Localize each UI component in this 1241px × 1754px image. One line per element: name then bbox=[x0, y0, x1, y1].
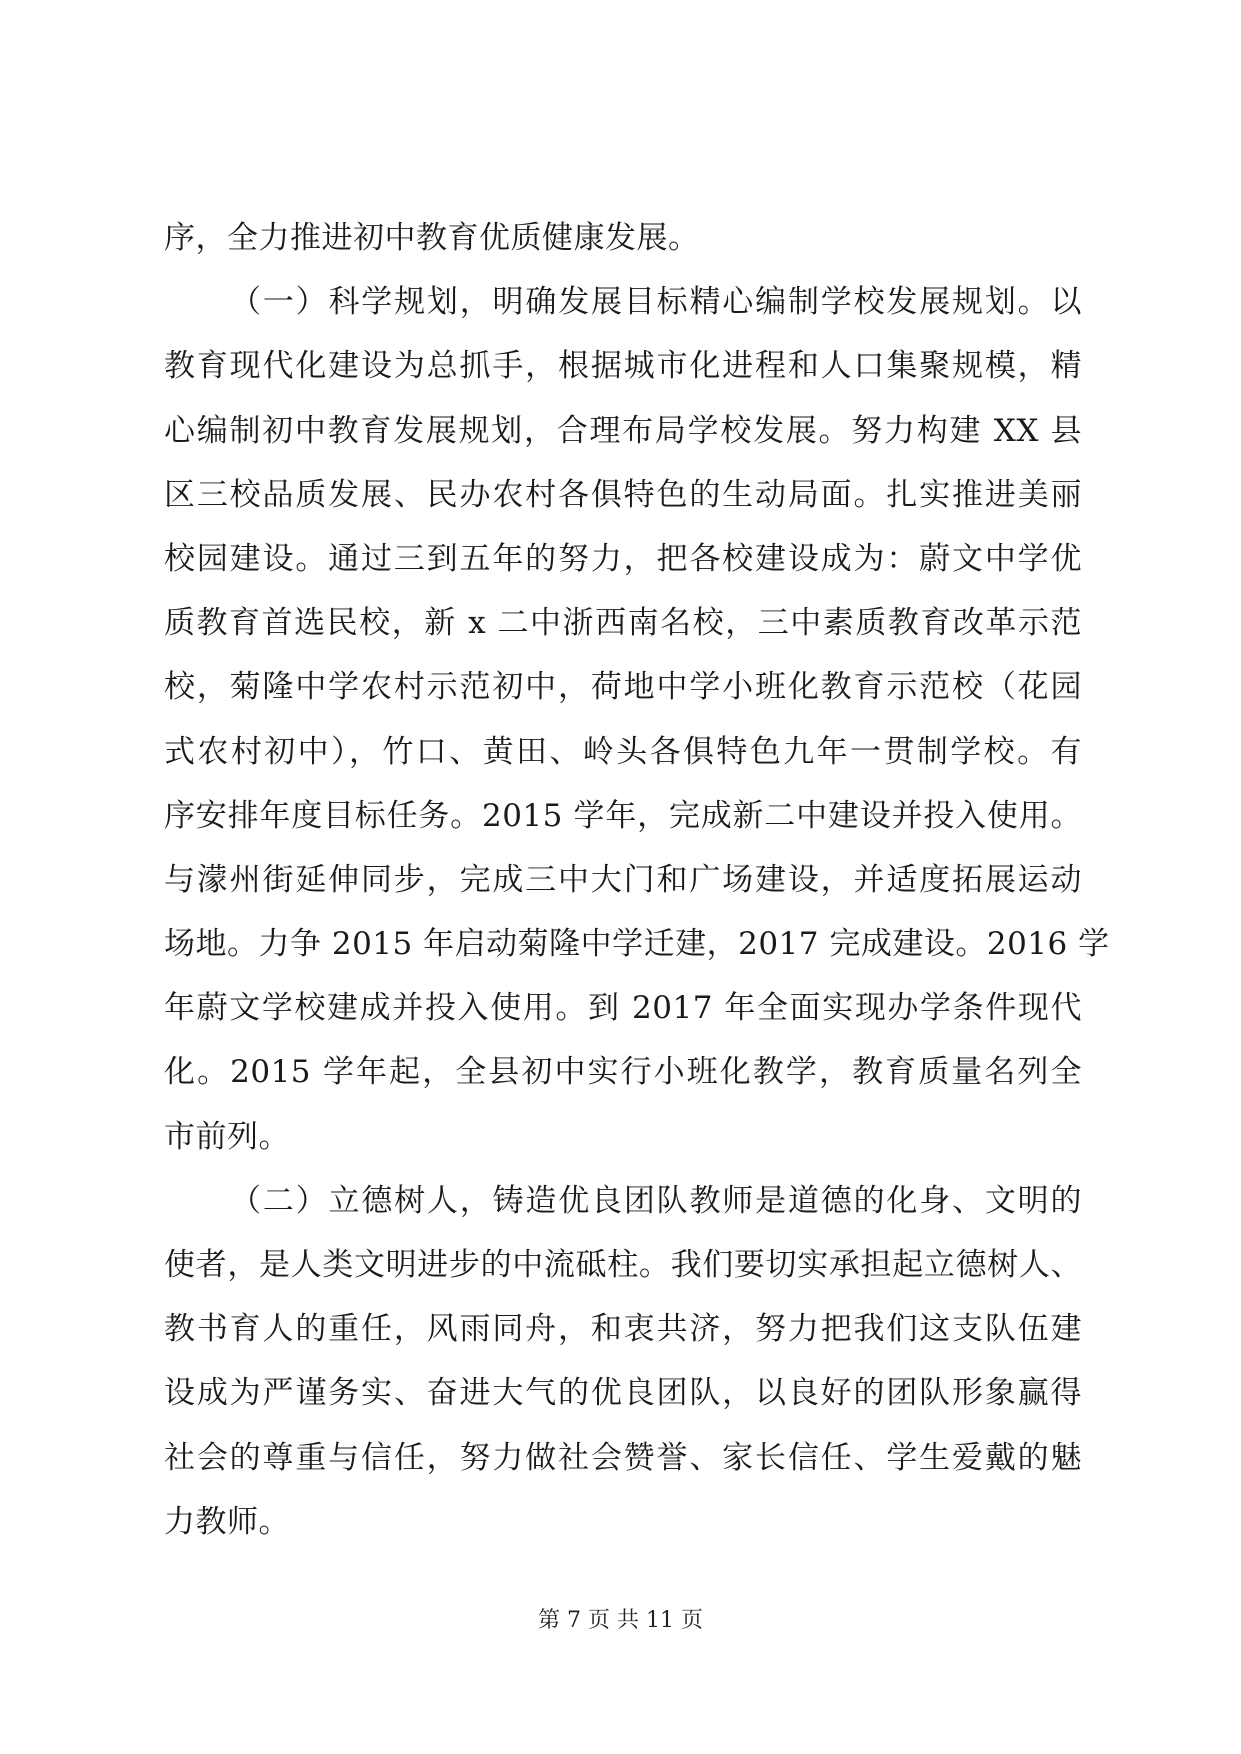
text-line: 社会的尊重与信任，努力做社会赞誉、家长信任、学生爱戴的魅 bbox=[164, 1439, 1082, 1476]
text-line: 使者，是人类文明进步的中流砥柱。我们要切实承担起立德树人、 bbox=[164, 1247, 1082, 1283]
text-line: 设成为严谨务实、奋进大气的优良团队，以良好的团队形象赢得 bbox=[164, 1375, 1082, 1412]
text-line: 教书育人的重任，风雨同舟，和衷共济，努力把我们这支队伍建 bbox=[164, 1311, 1082, 1348]
text-line: 力教师。 bbox=[164, 1503, 290, 1540]
text-line: 场地。力争 2015 年启动菊隆中学迁建，2017 完成建设。2016 学 bbox=[164, 926, 1110, 963]
page-number-footer: 第 7 页 共 11 页 bbox=[538, 1608, 703, 1633]
text-line: 市前列。 bbox=[164, 1118, 290, 1155]
text-line: 年蔚文学校建成并投入使用。到 2017 年全面实现办学条件现代 bbox=[164, 990, 1082, 1027]
text-line: 教育现代化建设为总抓手，根据城市化进程和人口集聚规模，精 bbox=[164, 348, 1082, 385]
paragraph-heading-line: （一）科学规划，明确发展目标精心编制学校发展规划。以 bbox=[230, 284, 1082, 321]
text-line: 序，全力推进初中教育优质健康发展。 bbox=[164, 220, 700, 256]
text-line: 校园建设。通过三到五年的努力，把各校建设成为：蔚文中学优 bbox=[164, 540, 1082, 577]
text-line: 校，菊隆中学农村示范初中，荷地中学小班化教育示范校（花园 bbox=[164, 669, 1082, 706]
text-line: 区三校品质发展、民办农村各俱特色的生动局面。扎实推进美丽 bbox=[164, 476, 1082, 513]
document-body bbox=[164, 206, 1110, 1554]
text-line: 质教育首选民校，新 x 二中浙西南名校，三中素质教育改革示范 bbox=[164, 605, 1082, 642]
text-line: 与濛州街延伸同步，完成三中大门和广场建设，并适度拓展运动 bbox=[164, 861, 1082, 898]
text-line: 化。2015 学年起，全县初中实行小班化教学，教育质量名列全 bbox=[164, 1054, 1082, 1091]
text-line: 式农村初中），竹口、黄田、岭头各俱特色九年一贯制学校。有 bbox=[164, 733, 1082, 770]
text-line: 心编制初中教育发展规划，合理布局学校发展。努力构建 XX 县 bbox=[164, 412, 1082, 449]
text-line: 序安排年度目标任务。2015 学年，完成新二中建设并投入使用。 bbox=[164, 797, 1082, 834]
paragraph-heading-line: （二）立德树人，铸造优良团队教师是道德的化身、文明的 bbox=[230, 1182, 1082, 1219]
